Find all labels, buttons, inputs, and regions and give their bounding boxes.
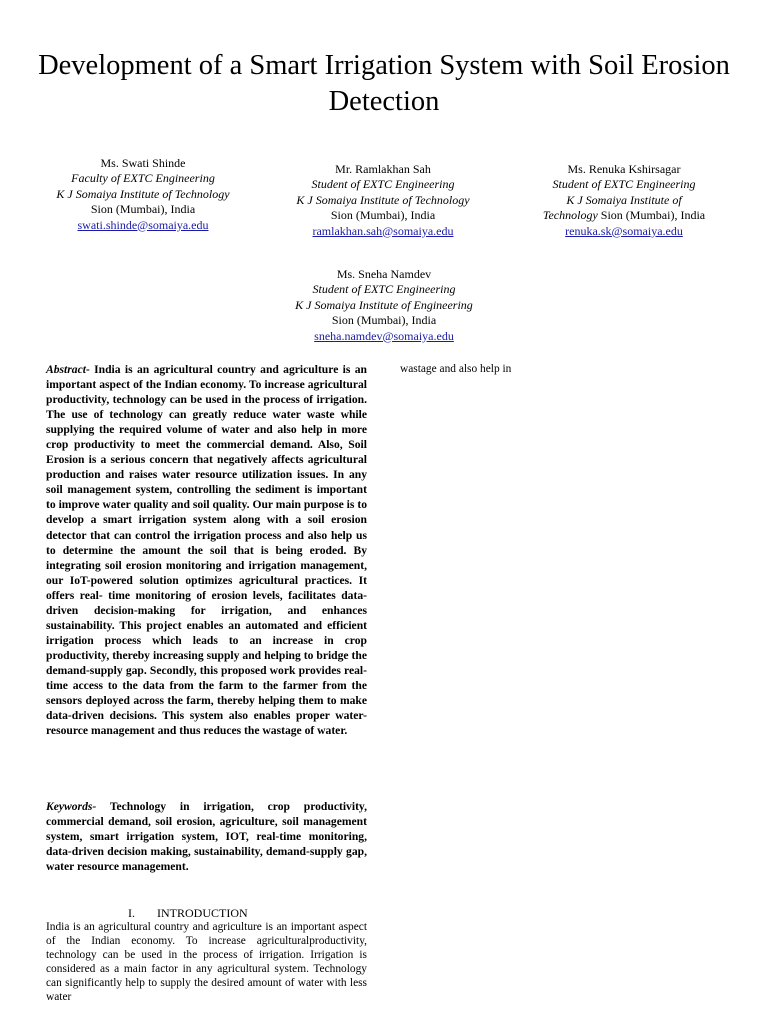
author-institute-cont: Technology <box>542 208 598 223</box>
author-name: Ms. Sneha Namdev <box>336 267 432 281</box>
abstract-text: India is an agricultural country and agriculture is an important aspect of the Indian economy. To increase agricultural productivity, technology can be used in the process of irrigation. The use of technology can greatly reduce water waste while supplying the required volume of water and also help in more crop productivity to meet the commercial demand. Also, Soil Erosion is a serious concern that negatively affects agricultural production and raises water resource utilization issues. In any soil management system, controlling the sediment is important to improve water quality and soil quality. Our main purpose is to develop a smart irrigation system along with a soil erosion detector that can control the irrigation process and also help us to determine the amount the soil that is being eroded. By integrating soil erosion monitoring and irrigation management, our IoT-powered solution optimizes agricultural practices. It offers real- time monitoring of erosion levels, facilitates data-driven decision-making for irrigation, and enhances sustainability. This project enables an automated and efficient irrigation process which leads to an increase in crop productivity, thereby increasing supply and helping to bridge the demand-supply gap. Secondly, this proposed work provides real-time access to the data from the farm to the farmer from the sensors deployed across the farm, thereby helping them to make data-driven decisions. This system also enables proper water-resource management and thus reduces the wastage of water. <box>46 363 367 738</box>
abstract <box>46 362 367 738</box>
author-email-link[interactable]: swati.shinde@somaiya.edu <box>77 217 209 232</box>
author-affiliation: Faculty of EXTC Engineering <box>71 171 215 186</box>
introduction-text: India is an agricultural country and agriculture is an important aspect of the Indian economy. To increase agriculturalproductivity, technology can be used in the process of irrigation. Irrigation is considered as a main factor in any agricultural system. Technology can significantly help to supply the desired amount of water with less water <box>46 921 367 1004</box>
author-institute: K J Somaiya Institute of Technology <box>296 192 470 207</box>
keywords-label: Keywords- <box>46 800 97 813</box>
author-institute-location <box>515 208 733 223</box>
author-email-link[interactable]: sneha.namdev@somaiya.edu <box>314 328 454 343</box>
author-block-1 <box>34 156 252 233</box>
section-title: INTRODUCTION <box>157 906 248 920</box>
author-location: Sion (Mumbai), India <box>330 208 436 223</box>
section-number: I. <box>128 906 135 920</box>
keywords-text: Technology in irrigation, crop productivity, commercial demand, soil erosion, agriculture, soil management system, smart irrigation system, IOT, real-time monitoring, data-driven decision making, sustainability, demand-supply gap, water resource management. <box>46 800 367 874</box>
author-affiliation: Student of EXTC Engineering <box>552 177 696 192</box>
abstract-label: Abstract- <box>46 363 90 376</box>
author-location: Sion (Mumbai), India <box>597 208 706 223</box>
author-name: Ms. Swati Shinde <box>100 156 186 170</box>
author-institute: K J Somaiya Institute of Technology <box>56 186 230 201</box>
author-name: Mr. Ramlakhan Sah <box>335 162 431 176</box>
author-institute: K J Somaiya Institute of Engineering <box>295 297 473 312</box>
author-block-4 <box>274 267 494 344</box>
author-email-link[interactable]: ramlakhan.sah@somaiya.edu <box>312 223 454 238</box>
author-affiliation: Student of EXTC Engineering <box>312 282 456 297</box>
author-email-link[interactable]: renuka.sk@somaiya.edu <box>565 223 683 238</box>
author-institute: K J Somaiya Institute of <box>566 192 682 207</box>
keywords <box>46 799 367 874</box>
author-location: Sion (Mumbai), India <box>331 313 437 328</box>
author-name: Ms. Renuka Kshirsagar <box>567 162 681 176</box>
author-affiliation: Student of EXTC Engineering <box>311 177 455 192</box>
author-block-2 <box>273 162 493 239</box>
author-block-3 <box>515 162 733 239</box>
column-2-text: wastage and also help in <box>400 363 512 375</box>
author-location: Sion (Mumbai), India <box>90 202 196 217</box>
paper-title: Development of a Smart Irrigation System with Soil Erosion Detection <box>38 50 730 117</box>
